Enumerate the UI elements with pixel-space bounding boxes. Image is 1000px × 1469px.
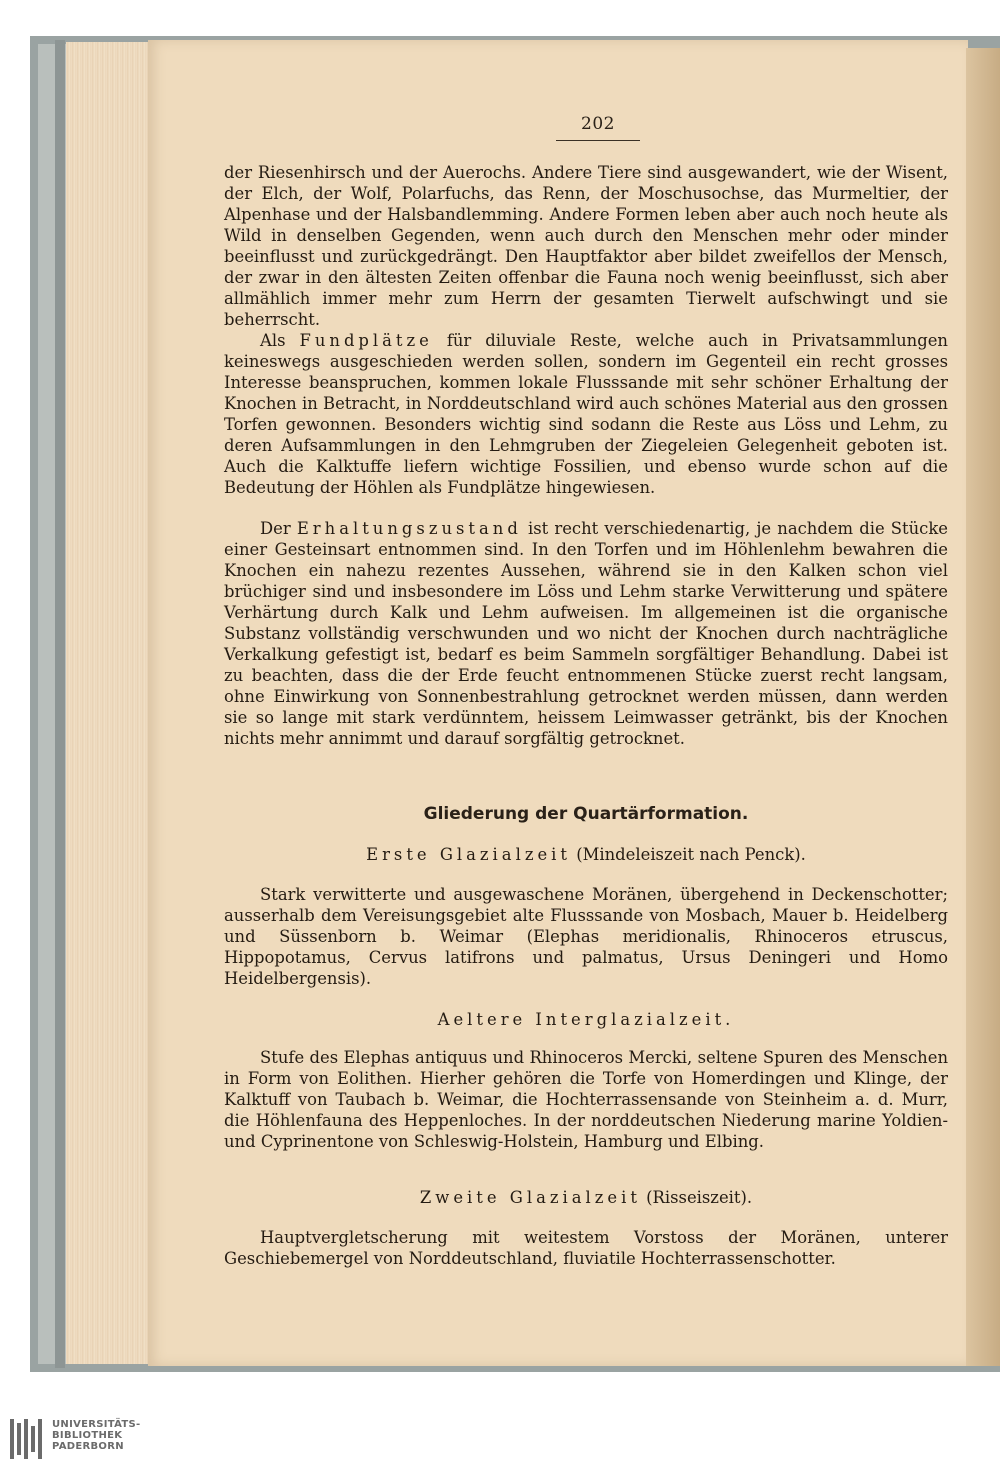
library-logo <box>10 1417 170 1461</box>
paragraph-erhaltungszustand <box>224 518 948 749</box>
spaced-term: Erhaltungszustand <box>296 519 522 538</box>
page-number-rule <box>556 140 640 141</box>
paragraph-text: der Riesenhirsch und der Auerochs. Andere Tiere sind ausgewandert, wie der Wisent, der Elch, der Wolf, Polarfuchs, das Renn, der Moschusochse, das Murmeltier, der Alpenhase und der Halsbandlemming. Andere Formen leben aber auch noch heute als Wild in denselben Gegenden, wenn auch durch den Menschen mehr oder minder beeinflusst und zurückgedrängt. Den Hauptfaktor aber bildet zweifellos der Mensch, der zwar in den ältesten Zeiten offenbar die Fauna noch wenig beeinflusst, sich aber allmählich immer mehr zum Herrn der gesamten Tierwelt aufschwingt und sie beherrscht. <box>224 163 948 329</box>
lead-word: Der <box>260 519 291 538</box>
paragraph-text: Stufe des Elephas antiquus und Rhinoceros Mercki, seltene Spuren des Menschen in Form von Eolithen. Hierher gehören die Torfe von Homerdingen und Klinge, der Kalktuff von Taubach b. Weimar, die Hochterrassensande von Steinheim a. d. Murr, die Höhlenfauna des Heppenloches. In der norddeutschen Niederung marine Yoldien- und Cyprinentone von Schleswig-Holstein, Hamburg und Elbing. <box>224 1048 948 1151</box>
paragraph-rest: für diluviale Reste, welche auch in Privatsammlungen keineswegs ausgeschieden werden sollen, sondern im Gegenteil ein recht grosses Interesse beanspruchen, kommen lokale Flusssande mit sehr schöner Erhaltung der Knochen in Betracht, in Norddeutschland wird auch schönes Material aus den grossen Torfen gewonnen. Besonders wichtig sind sodann die Reste aus Löss und Lehm, zu deren Aufsammlungen in den Lehmgruben der Ziegeleien Gelegenheit geboten ist. Auch die Kalktuffe liefern wichtige Fossilien, und ebenso wurde schon auf die Bedeutung der Höhlen als Fundplätze hingewiesen. <box>224 331 948 497</box>
subheading-rest: (Mindeleiszeit nach Penck). <box>576 845 806 864</box>
spaced-term: Erste Glazialzeit <box>366 845 571 864</box>
paragraph-aeltere-interglazialzeit <box>224 1047 948 1152</box>
paragraph-text: Stark verwitterte und ausgewaschene Moränen, übergehend in Deckenschotter; ausserhalb dem Vereisungsgebiet alte Flusssande von Mosbach, Mauer b. Heidelberg und Süssenborn b. Weimar (Elephas meridionalis, Rhinoceros etruscus, Hippopotamus, Cervus latifrons und palmatus, Ursus Deningeri und Homo Heidelbergensis). <box>224 885 948 988</box>
library-logo-text: UNIVERSITÄTS- BIBLIOTHEK PADERBORN <box>52 1419 141 1452</box>
spaced-term: Fundplätze <box>299 331 433 350</box>
paragraph-fauna <box>224 162 948 330</box>
paragraph-zweite-glazialzeit <box>224 1227 948 1269</box>
library-logo-icon <box>10 1419 48 1459</box>
paragraph-text: Hauptvergletscherung mit weitestem Vorstoss der Moränen, unterer Geschiebemergel von Norddeutschland, fluviatile Hochterrassenschotter. <box>224 1228 948 1268</box>
page-number: 202 <box>581 114 615 134</box>
paragraph-rest: ist recht verschiedenartig, je nachdem die Stücke einer Gesteinsart entnommen sind. In den Torfen und im Höhlenlehm bewahren die Knochen ein nahezu rezentes Aussehen, während sie in den Kalken schon viel brüchiger sind und insbesondere im Löss und Lehm starke Verwitterung und spätere Verhärtung durch Kalk und Lehm aufweisen. Im allgemeinen ist die organische Substanz vollständig verschwunden und wo nicht der Knochen durch nachträgliche Verkalkung gefestigt ist, bedarf es beim Sammeln sorgfältiger Behandlung. Dabei ist zu beachten, dass die der Erde feucht entnommenen Stücke zuerst recht langsam, ohne Einwirkung von Sonnenbestrahlung getrocknet werden müssen, dann werden sie so lange mit stark verdünntem, heissem Leimwasser getränkt, bis der Knochen nichts mehr annimmt und darauf sorgfältig getrocknet. <box>224 519 948 748</box>
spaced-term: Zweite Glazialzeit <box>419 1188 641 1207</box>
spaced-term: Aeltere Interglazialzeit. <box>437 1010 735 1029</box>
paragraph-erste-glazialzeit <box>224 884 948 989</box>
section-heading: Gliederung der Quartärformation. <box>423 804 749 824</box>
subheading-erste-glazialzeit <box>224 845 948 864</box>
book-board-edge <box>55 40 65 1368</box>
page-right-edge <box>966 48 1000 1366</box>
subheading-zweite-glazialzeit <box>224 1188 948 1207</box>
subheading-rest: (Risseiszeit). <box>646 1188 753 1207</box>
lead-word: Als <box>260 331 286 350</box>
paragraph-fundplaetze <box>224 330 948 498</box>
subheading-aeltere-interglazialzeit <box>224 1010 948 1029</box>
page-stack <box>66 42 150 1364</box>
